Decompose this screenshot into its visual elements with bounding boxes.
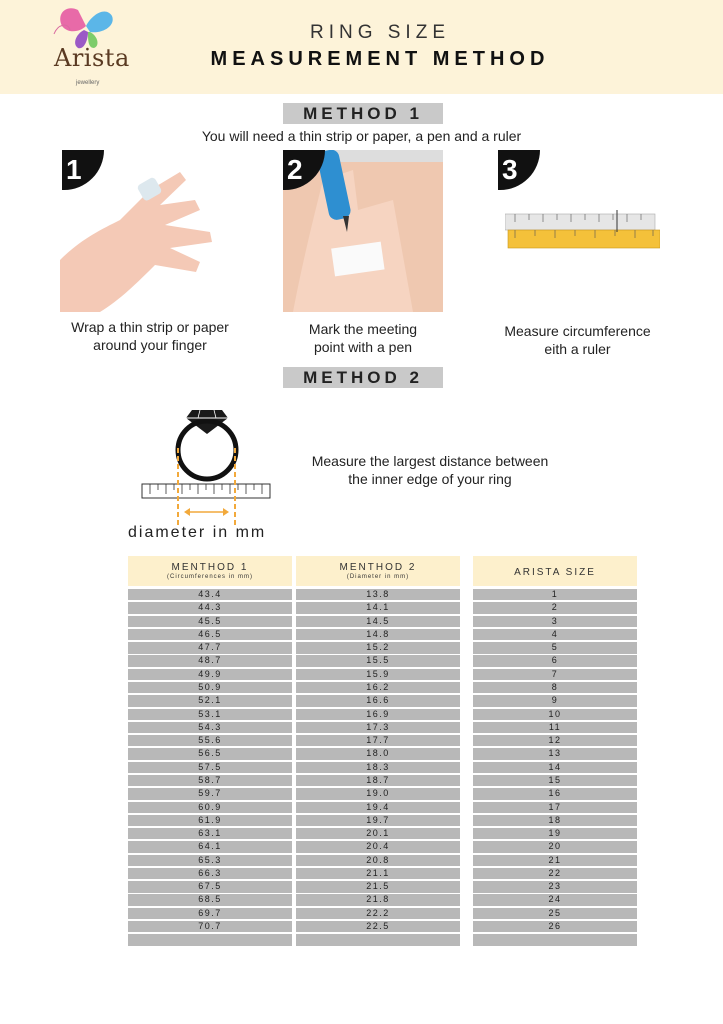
table-cell: 24 [473, 894, 637, 905]
table-cell: 52.1 [128, 695, 292, 706]
table-cell: 7 [473, 669, 637, 680]
method2-text-line1: Measure the largest distance between [311, 453, 549, 469]
table-cell: 20 [473, 841, 637, 852]
table-cell: 69.7 [128, 908, 292, 919]
method1-banner: METHOD 1 [283, 103, 443, 124]
table-cell: 20.8 [296, 855, 460, 866]
method2-instructions [280, 452, 580, 488]
table-cell: 9 [473, 695, 637, 706]
table-cell: 18.3 [296, 762, 460, 773]
brand-tagline: jewellery [76, 80, 100, 86]
ruler-tape-icon [505, 210, 660, 252]
table-cell: 21.5 [296, 881, 460, 892]
table-cell: 61.9 [128, 815, 292, 826]
table-cell: 16 [473, 788, 637, 799]
table-cell: 65.3 [128, 855, 292, 866]
table-cell: 10 [473, 709, 637, 720]
table-cell [128, 934, 292, 945]
method2-text-line2: the inner edge of your ring [348, 471, 512, 487]
table-cell: 19.7 [296, 815, 460, 826]
step1-caption-line2: around your finger [93, 337, 207, 353]
method2-banner: METHOD 2 [283, 367, 443, 388]
table-cell: 56.5 [128, 748, 292, 759]
table-cell: 16.6 [296, 695, 460, 706]
table-cell: 18.0 [296, 748, 460, 759]
diameter-label: diameter in mm [128, 524, 267, 541]
table-cell: 67.5 [128, 881, 292, 892]
table-cell: 21.8 [296, 894, 460, 905]
table-cell: 70.7 [128, 921, 292, 932]
method2-column [296, 589, 460, 948]
step2-caption [258, 320, 468, 356]
table-cell: 18.7 [296, 775, 460, 786]
table-cell: 21 [473, 855, 637, 866]
table-cell: 18 [473, 815, 637, 826]
table-cell: 15.2 [296, 642, 460, 653]
table-cell: 57.5 [128, 762, 292, 773]
table-cell: 14 [473, 762, 637, 773]
table-cell: 46.5 [128, 629, 292, 640]
table-cell: 54.3 [128, 722, 292, 733]
table-cell: 44.3 [128, 602, 292, 613]
table-cell: 19 [473, 828, 637, 839]
page-title-line1: RING SIZE [309, 22, 450, 43]
table-cell: 25 [473, 908, 637, 919]
table-cell: 19.4 [296, 802, 460, 813]
table-cell: 22.2 [296, 908, 460, 919]
header [0, 0, 723, 94]
step3-caption-line1: Measure circumference [504, 323, 651, 339]
table-cell: 45.5 [128, 616, 292, 627]
table-cell: 48.7 [128, 655, 292, 666]
table-cell: 6 [473, 655, 637, 666]
table-cell: 17 [473, 802, 637, 813]
table-cell: 43.4 [128, 589, 292, 600]
table-cell [473, 934, 637, 945]
table-header-arista-size [473, 556, 637, 586]
col2-title: MENTHOD 2 [339, 562, 417, 573]
col1-subtitle: (Circumferences in mm) [166, 574, 253, 580]
page-title-line2: MEASUREMENT METHOD [210, 48, 550, 70]
step3-caption [470, 322, 685, 358]
table-header-method1 [128, 556, 292, 586]
step2-caption-line2: point with a pen [313, 339, 413, 355]
step2-badge: 2 [283, 150, 325, 190]
table-cell: 53.1 [128, 709, 292, 720]
table-cell: 64.1 [128, 841, 292, 852]
table-cell: 15.5 [296, 655, 460, 666]
table-cell: 15 [473, 775, 637, 786]
table-cell: 16.9 [296, 709, 460, 720]
table-cell: 20.1 [296, 828, 460, 839]
table-cell: 8 [473, 682, 637, 693]
table-cell: 19.0 [296, 788, 460, 799]
step3-badge: 3 [498, 150, 540, 190]
table-cell: 55.6 [128, 735, 292, 746]
col1-title: MENTHOD 1 [171, 562, 249, 573]
table-cell: 58.7 [128, 775, 292, 786]
step1-badge: 1 [62, 150, 104, 190]
ring-diameter-diagram-icon [138, 398, 274, 528]
table-cell: 15.9 [296, 669, 460, 680]
table-cell: 63.1 [128, 828, 292, 839]
table-header-method2 [296, 556, 460, 586]
step2-caption-line1: Mark the meeting [308, 321, 418, 337]
table-cell: 16.2 [296, 682, 460, 693]
table-cell: 66.3 [128, 868, 292, 879]
brand-name: Arista [54, 44, 130, 72]
table-cell: 60.9 [128, 802, 292, 813]
table-cell: 17.7 [296, 735, 460, 746]
col2-subtitle: (Diameter in mm) [346, 574, 410, 580]
table-cell: 23 [473, 881, 637, 892]
table-cell: 59.7 [128, 788, 292, 799]
table-cell: 13.8 [296, 589, 460, 600]
table-cell: 22 [473, 868, 637, 879]
table-cell: 68.5 [128, 894, 292, 905]
table-cell: 26 [473, 921, 637, 932]
table-cell: 13 [473, 748, 637, 759]
table-cell: 50.9 [128, 682, 292, 693]
table-cell: 1 [473, 589, 637, 600]
table-cell [296, 934, 460, 945]
table-cell: 49.9 [128, 669, 292, 680]
table-cell: 14.5 [296, 616, 460, 627]
table-cell: 20.4 [296, 841, 460, 852]
table-cell: 2 [473, 602, 637, 613]
arista-size-column [473, 589, 637, 948]
table-cell: 47.7 [128, 642, 292, 653]
table-cell: 4 [473, 629, 637, 640]
method1-column [128, 589, 292, 948]
method1-intro: You will need a thin strip or paper, a pen and a ruler [201, 128, 522, 144]
table-cell: 21.1 [296, 868, 460, 879]
table-cell: 17.3 [296, 722, 460, 733]
table-cell: 14.1 [296, 602, 460, 613]
table-cell: 12 [473, 735, 637, 746]
step1-caption-line1: Wrap a thin strip or paper [71, 319, 229, 335]
table-cell: 3 [473, 616, 637, 627]
step3-caption-line2: eith a ruler [544, 341, 611, 357]
table-cell: 14.8 [296, 629, 460, 640]
table-cell: 5 [473, 642, 637, 653]
table-cell: 22.5 [296, 921, 460, 932]
table-cell: 11 [473, 722, 637, 733]
col3-title: ARISTA SIZE [514, 567, 596, 578]
step1-caption [40, 318, 260, 354]
